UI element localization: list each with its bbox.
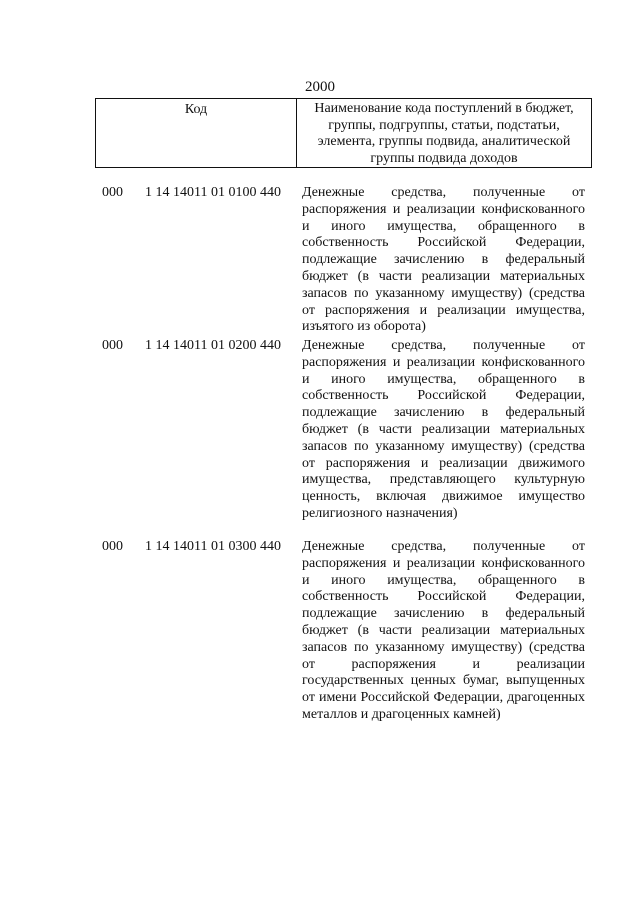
page-number: 2000 (305, 79, 335, 95)
row-income-code: 1 14 14011 01 0100 440 (145, 185, 281, 200)
row-admin-code: 000 (102, 185, 123, 200)
row-income-code: 1 14 14011 01 0200 440 (145, 338, 281, 353)
row-description: Денежные средства, полученные от распоряжения и реализации конфискованного и иного имущества, обращенного в собственность Российской Федерации, подлежащие зачислению в федеральный бюджет (в части реализации материальных запасов по указанному имуществу) (средства от распоряжения и реализации движимого имущества, представляющего культурную ценность, включая движимое имущество религиозного назначения) (302, 338, 585, 521)
header-code-column: Код (96, 99, 297, 167)
header-name-column: Наименование кода поступлений в бюджет, группы, подгруппы, статьи, подстатьи, элемента, группы подвида, аналитической группы подвида доходов (314, 101, 574, 166)
row-description: Денежные средства, полученные от распоряжения и реализации конфискованного и иного имущества, обращенного в собственность Российской Федерации, подлежащие зачислению в федеральный бюджет (в части реализации материальных запасов по указанному имуществу) (средства от распоряжения и реализации государственных ценных бумаг, выпущенных от имени Российской Федерации, драгоценных металлов и драгоценных камней) (302, 539, 585, 722)
row-admin-code: 000 (102, 539, 123, 554)
row-income-code: 1 14 14011 01 0300 440 (145, 539, 281, 554)
row-description: Денежные средства, полученные от распоряжения и реализации конфискованного и иного имущества, обращенного в собственность Российской Федерации, подлежащие зачислению в федеральный бюджет (в части реализации материальных запасов по указанному имуществу) (средства от распоряжения и реализации имущества, изъятого из оборота) (302, 185, 585, 335)
table-header (95, 98, 592, 168)
row-admin-code: 000 (102, 338, 123, 353)
